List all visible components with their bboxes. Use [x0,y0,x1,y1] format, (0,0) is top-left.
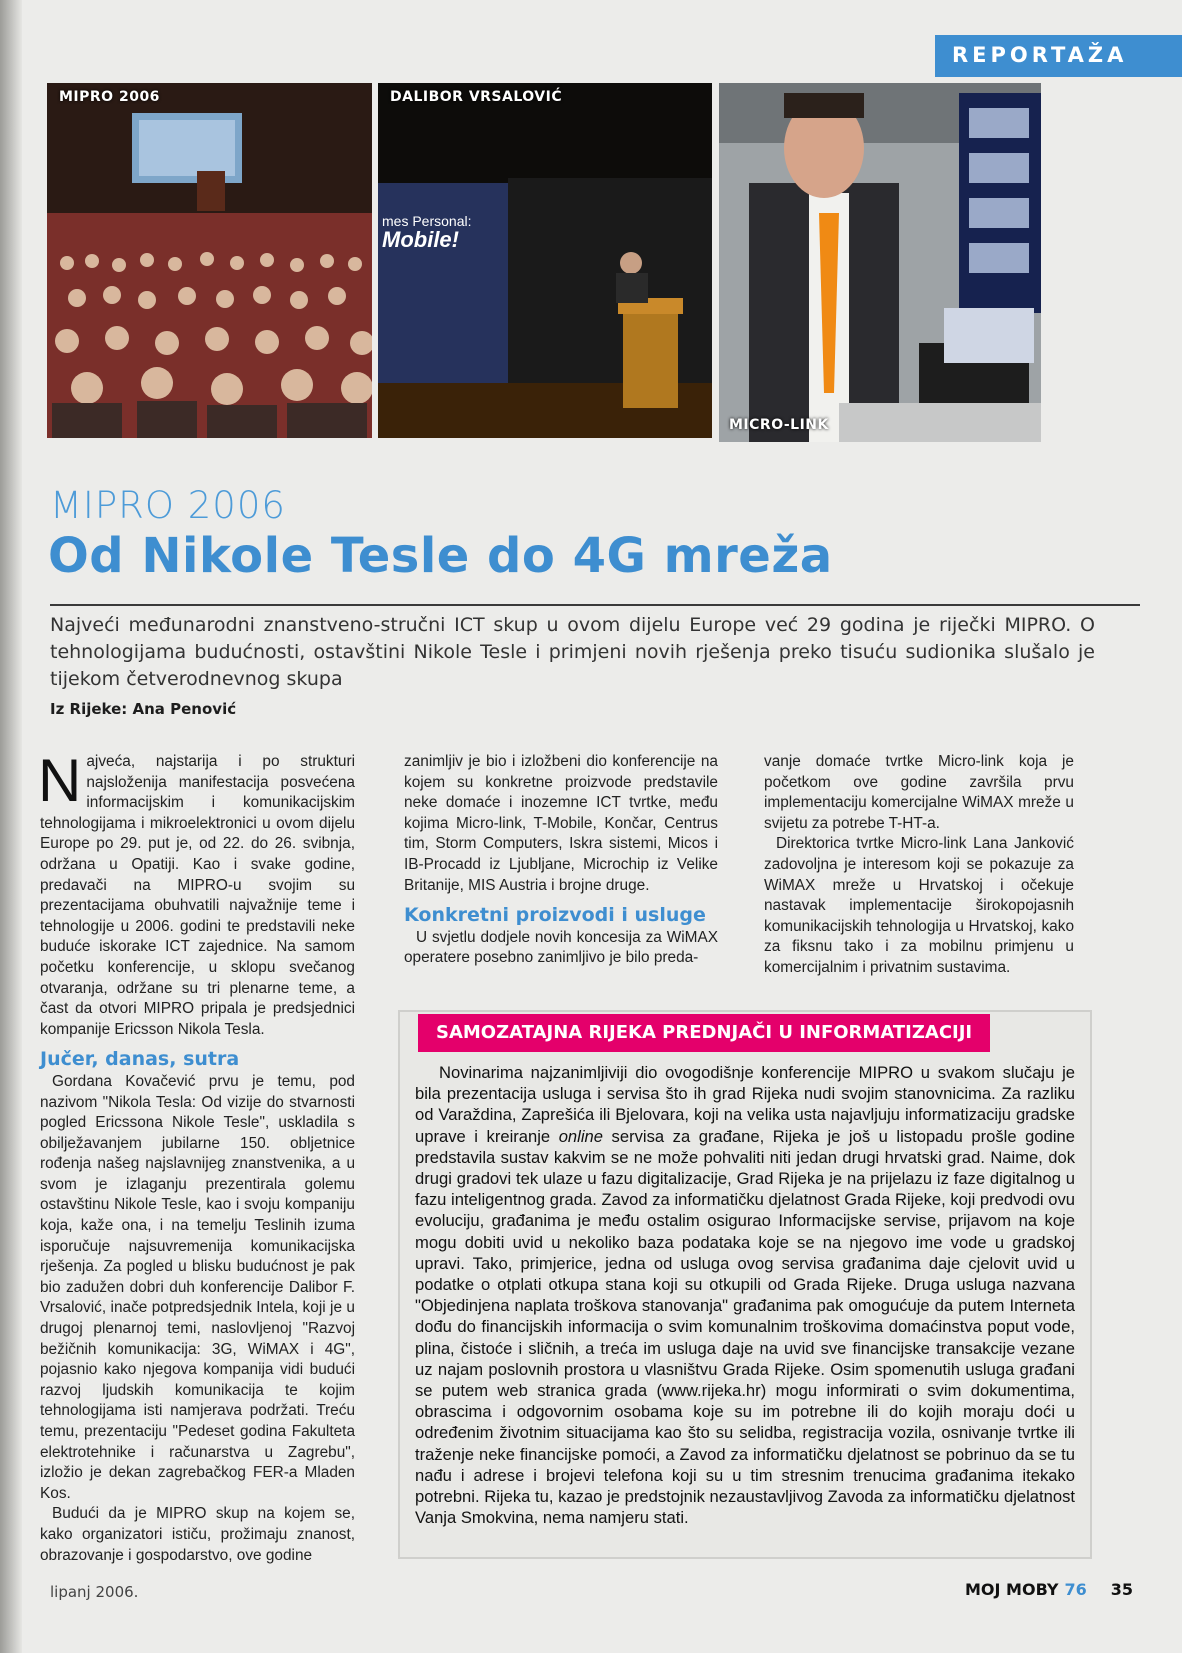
sidebar-box-title-text: SAMOZATAJNA RIJEKA PREDNJAČI U INFORMATIZACIJI [436,1022,973,1043]
article-headline: Od Nikole Tesle do 4G mreža [48,528,833,584]
section-label: REPORTAŽA [952,43,1128,67]
article-column-2 [404,752,718,969]
col3-paragraph-2: Direktorica tvrtke Micro-link Lana Janković zadovoljna je interesom koji se pokazuje za WiMAX mreže u Hrvatskoj i očekuje nastavak implementacije širokopojasnih komunikacijskih tehnologija u Hrvatskoj, kako za fiksnu tako i za mobilnu primjenu u komercijalnim i privatnim sustavima. [764,835,1074,976]
exhibition-booth-photo [719,83,1041,442]
article-column-3 [764,752,1074,979]
footer-date: lipanj 2006. [50,1583,139,1601]
projected-slide-line2: Mobile! [382,227,459,252]
conference-hall-photo [47,83,372,438]
exhibition-booth-photo-art [719,83,1041,442]
col2-paragraph-2: U svjetlu dodjele novih koncesija za WiMAX operatere posebno zanimljivo je bilo preda- [404,928,718,967]
speaker-podium-photo [378,83,712,438]
sidebar-box-text: Novinarima najzanimljiviji dio ovogodišnje konferencije MIPRO u svakom slučaju je bila prezentacija usluga i servisa što ih grad Rijeka nudi svojim stanovnicima. Za razliku od Varaždina, Zaprešića ili Bjelovara, koji na velika usta najavljuju informatizaciju gradske uprave i kreiranje online servisa za građane, Rijeka je još u listopadu prošle godine predstavila sustav kakvim se ne može pohvaliti niti jedan drugi hrvatski grad. Naime, dok drugi gradovi tek ulaze u fazu digitalizacije, Grad Rijeka je na prijelazu iz faze digitalnog u fazu inteligentnog grada. Zavod za informatičku djelatnost Grada Rijeke, koji predvodi ovu evoluciju, građanima je među ostalim osigurao Informacijske servise, prijavom na koje mogu dobiti uvid u nekoliko baza podataka koje se na njegovo ime vode u gradskoj upravi. Tako, primjerice, jedna od usluga ovog servisa građanima daje cjelovit uvid u podatke o otplati otkupa stana koji su otkupili od Grada Rijeke. Druga usluga nazvana "Objedinjena naplata troškova stanovanja" građanima pak omogućuje da putem Interneta dođu do financijskih informacija o svim komunalnim troškovima domaćinstva poput vode, plina, čistoće i sličnih, a treća im usluga daje na uvid sve financijske transakcije vezane uz najam poslovnih prostora u vlasništvu Grada Rijeke. Osim spomenutih usluga građani se putem web stranica grada (www.rijeka.hr) mogu informirati o svim dokumentima, obrascima i odgovornim osobama koje su im potrebne ili do kojih moraju doći u određenim životnim situacijama kao što su selidba, registracija vozila, osnivanje tvrtke ili traženje neke financijske pomoći, a Zavod za informatičku djelatnost se pobrinuo da se tu nađu i adrese i brojevi telefona koji su u tim stresnim trenucima građanima itekako potrebni. Rijeka tu, kazao je predstojnik nezaustavljivog Zavoda za informatičku djelatnost Vanja Smokvina, nema namjeru stati. [415,1063,1075,1528]
page-gutter-shadow [0,0,22,1653]
col1-paragraph-1: Najveća, najstarija i po strukturi najsloženija manifestacija posvećena informacijskim i komunikacijskim tehnologijama i mikroelektronici u ovom dijelu Europe po 29. put je, od 22. do 26. svibnja, održana u Opatiji. Kao i svake godine, predavači na MIPRO-u svojim su prezentacijama obuhvatili najvažnije teme i tehnologije u 2006. godini te predstavili neke buduće iskorake ICT zajednice. Na samom početku konferencije, u sklopu svečanog otvaranja, održane su tri plenarne teme, a čast da otvori MIPRO pripala je predsjednici kompanije Ericsson Nikola Tesla. [38,747,355,1038]
projected-slide-line1: mes Personal: [382,213,472,229]
photo-caption-microlink: MICRO-LINK [729,417,829,433]
subhead-konkretni-proizvodi: Konkretni proizvodi i usluge [404,904,706,927]
article-kicker: MIPRO 2006 [50,484,286,527]
col2-paragraph-1: zanimljiv je bio i izložbeni dio konferencije na kojem su konkretne proizvode predstavile neke domaće i inozemne ICT tvrtke, među kojima Micro-link, T-Mobile, Končar, Centrus tim, Storm Computers, Iskra sistemi, Micos i IB-Procadd iz Ljubljane, Microchip iz Velike Britanije, MIS Austria i brojne druge. [404,753,718,894]
sidebar-box-title [418,1014,990,1052]
footer-issue: 76 [1064,1580,1087,1599]
photo-caption-mipro: MIPRO 2006 [59,89,160,105]
headline-rule [50,604,1140,606]
section-tag [935,35,1182,77]
article-standfirst: Najveći međunarodni znanstveno-stručni ICT skup u ovom dijelu Europe već 29 godina je riječki MIPRO. O tehnologijama budućnosti, ostavštini Nikole Tesle i primjeni novih rješenja preko tisuću sudionika slušalo je tijekom četverodnevnog skupa [50,614,1095,690]
col3-paragraph-1: vanje domaće tvrtke Micro-link koja je početkom ove godine završila prvu implementaciju komercijalne WiMAX mreže u svijetu za potrebe T-HT-a. [764,753,1074,832]
col1-paragraph-2: Gordana Kovačević prvu je temu, pod nazivom "Nikola Tesla: Od vizije do stvarnosti pogled Ericssona Nikole Tesle", uskladila s obilježavanjem jubilarne 150. obljetnice rođenja našeg najslavnijeg znanstvenika, a u svom je izlaganju prezentirala golemu ostavštinu Nikole Tesle, kao i svoju kompaniju koja, kaže ona, i na temelju Teslinih izuma isporučuje najsuvremenija komunikacijska rješenja. Za pogled u blisku budućnost je pak bio zadužen dobri duh konferencije Dalibor F. Vrsalović, inače potpredsjednik Intela, koji je u drugoj plenarnoj temi, naslovljenoj "Razvoj bežičnih komunikacija: 3G, WiMAX i 4G", pojasnio kako njegova kompanija vidi budući razvoj ljudskih komunikacija te kojim tehnologijama isti namjerava podržati. Treću temu, prezentaciju "Pedeset godina Fakulteta elektrotehnike i računarstva u Zagrebu", izložio je dekan zagrebačkog FER-a Mladen Kos. [40,1072,355,1502]
subhead-jucer-danas-sutra: Jučer, danas, sutra [40,1048,240,1071]
drop-cap: N [38,747,82,814]
speaker-podium-photo-art [378,83,712,438]
article-byline: Iz Rijeke: Ana Penović [50,700,237,718]
photo-caption-dalibor: DALIBOR VRSALOVIĆ [390,89,563,105]
col1-paragraph-3: Budući da je MIPRO skup na kojem se, kako organizatori ističu, prožimaju znanost, obrazovanje i gospodarstvo, ove godine [40,1505,355,1564]
conference-hall-photo-art [47,83,372,438]
article-column-1 [38,747,355,1566]
page-number: 35 [1110,1580,1134,1599]
footer-folio [965,1580,1133,1599]
footer-magazine: MOJ MOBY [965,1580,1059,1599]
